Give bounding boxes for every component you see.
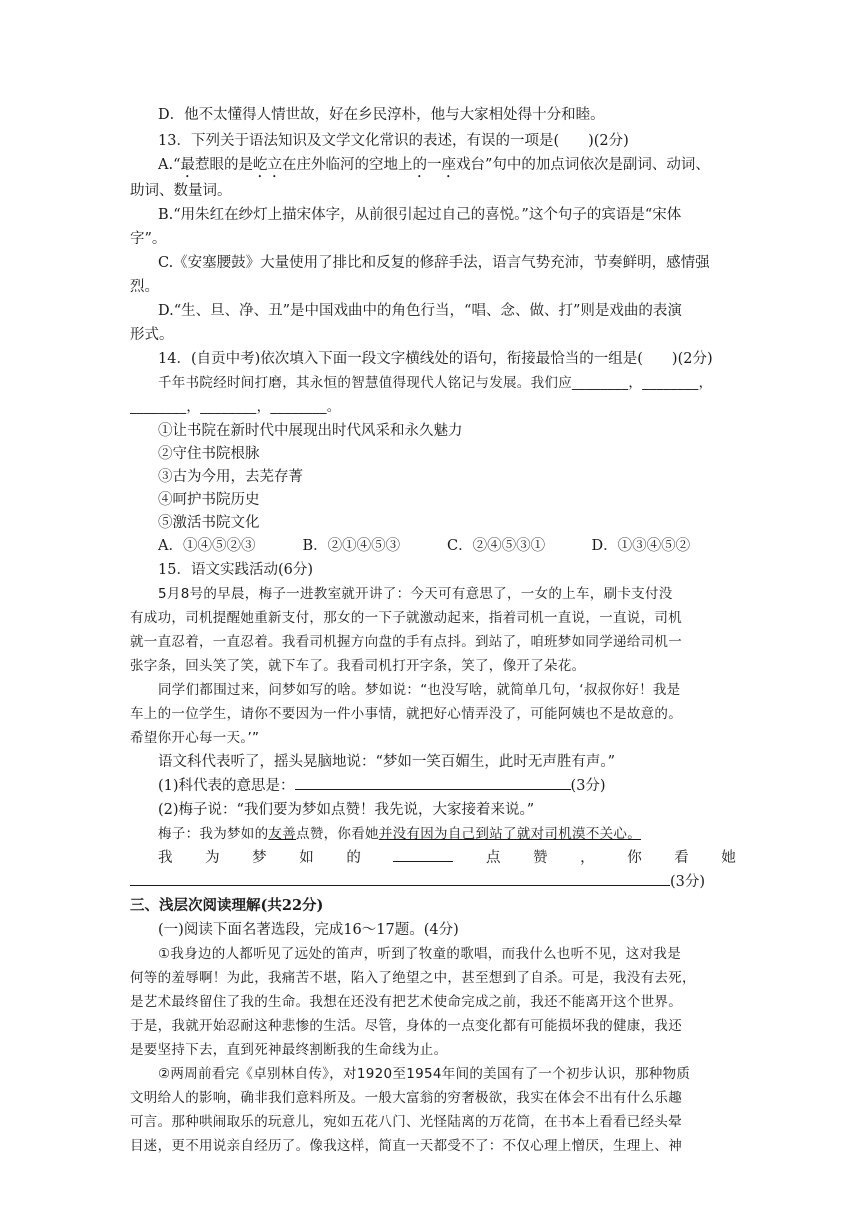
q15-story-line: 有成功，司机提醒她重新支付，那女的一下子就激动起来，指着司机一直说，一直说，司机 — [130, 610, 682, 626]
reading-line: ②两周前看完《卓别林自传》，对1920至1954年间的美国有了一个初步认识，那种物质 — [158, 1066, 691, 1082]
emphasized-word: 屹立 — [253, 157, 282, 173]
section-subheading: (一)阅读下面名著选段，完成16～17题。(4分) — [158, 922, 459, 938]
q14-stem: 14．(自贡中考)依次填入下面一段文字横线处的语句，衔接最恰当的一组是( )(2分) — [158, 351, 713, 367]
q15-story-line: 语文科代表听了，摇头晃脑地说：“梦如一笑百媚生，此时无声胜有声。” — [158, 754, 616, 770]
emphasized-word: 座 — [441, 157, 456, 173]
q15-story-line: 车上的一位学生，请你不要因为一件小事情，就把好心情弄没了，可能阿姨也不是故意的。 — [130, 706, 682, 722]
underlined-phrase: 并没有因为自己到站了就对司机漠不关心。 — [378, 826, 642, 842]
q15-stem: 15．语文实践活动(6分) — [158, 562, 313, 578]
q13-option-a: A.“最惹眼的是屹立在庄外临河的空地上的一座戏台”句中的加点词依次是副词、动词、 — [158, 157, 710, 173]
q14-passage-cont: ________，________，________。 — [130, 399, 341, 415]
q15-answer-line: 我 为 梦 如 的 点 赞 ， 你 看 她 — [158, 847, 736, 869]
reading-line: 于是，我就开始忍耐这种悲惨的生活。尽管，身体的一点变化都有可能损坏我的健康，我还 — [130, 1018, 682, 1034]
q13-option-d-cont: 形式。 — [130, 327, 174, 343]
q15-question-1: (1)科代表的意思是： (3分) — [158, 775, 736, 797]
answer-blank[interactable] — [130, 871, 670, 886]
reading-line: 文明给人的影响，确非我们意料所及。一般大富翁的穷奢极欲，我实在体会不出有什么乐趣 — [130, 1090, 682, 1106]
q15-story-line: 5月8号的早晨，梅子一进教室就开讲了：今天可有意思了，一女的上车，刷卡支付没 — [158, 586, 673, 602]
q14-option-a: A．①④⑤②③ — [158, 538, 256, 554]
q15-story-line: 张字条，回头笑了笑，就下车了。我看司机打开字条，笑了，像开了朵花。 — [130, 658, 586, 674]
emphasized-word: 最 — [180, 157, 195, 173]
emphasized-word: 的 — [412, 157, 427, 173]
reading-line: 可言。那种哄闹取乐的玩意儿，宛如五花八门、光怪陆离的万花筒，在书本上看看已经头晕 — [130, 1114, 682, 1130]
q13-option-b-cont: 字”。 — [130, 231, 167, 247]
q14-item-2: ②守住书院根脉 — [158, 446, 260, 462]
q14-item-3: ③古为今用，去芜存菁 — [158, 469, 303, 485]
q15-question-2: (2)梅子说：“我们要为梦如点赞！我先说，大家接着来说。” — [158, 802, 535, 818]
reading-line: 是艺术最终留住了我的生命。我想在还没有把艺术使命完成之前，我还不能离开这个世界。 — [130, 994, 682, 1010]
q15-answer-line-2: (3分) — [130, 871, 736, 893]
answer-blank[interactable] — [393, 847, 453, 862]
q13-stem: 13．下列关于语法知识及文学文化常识的表述，有误的一项是( )(2分) — [158, 133, 629, 149]
q13-option-c-cont: 烈。 — [130, 279, 159, 295]
q14-item-4: ④呵护书院历史 — [158, 492, 260, 508]
q13-option-d: D.“生、旦、净、丑”是中国戏曲中的角色行当，“唱、念、做、打”则是戏曲的表演 — [158, 303, 682, 319]
q14-options — [158, 535, 736, 557]
underlined-word: 友善 — [268, 826, 297, 842]
q14-option-c: C．②④⑤③① — [447, 538, 546, 554]
q12-option-d: D．他不太懂得人情世故，好在乡民淳朴，他与大家相处得十分和睦。 — [158, 107, 605, 123]
q15-story-line: 希望你开心每一天。’” — [130, 730, 260, 746]
q14-item-1: ①让书院在新时代中展现出时代风采和永久魅力 — [158, 423, 463, 439]
q13-option-a-cont: 助词、数量词。 — [130, 183, 232, 199]
q14-option-d: D．①③④⑤② — [591, 538, 691, 554]
section-heading: 三、浅层次阅读理解(共22分) — [130, 897, 324, 914]
q14-item-5: ⑤激活书院文化 — [158, 515, 260, 531]
reading-line: 目迷，更不用说亲自经历了。像我这样，简直一天都受不了：不仅心理上憎厌，生理上、神 — [130, 1138, 682, 1154]
reading-line: 何等的羞辱啊！为此，我痛苦不堪，陷入了绝望之中，甚至想到了自杀。可是，我没有去死， — [130, 970, 696, 986]
reading-line: 是要坚持下去，直到死神最终割断我的生命线为止。 — [130, 1042, 448, 1058]
q15-story-line: 就一直忍着，一直忍着。我看司机握方向盘的手有点抖。到站了，咱班梦如同学递给司机一 — [130, 634, 682, 650]
answer-blank[interactable] — [295, 775, 571, 790]
q13-option-c: C.《安塞腰鼓》大量使用了排比和反复的修辞手法，语言气势充沛，节奏鲜明，感情强 — [158, 255, 710, 271]
q13-option-b: B.“用朱红在纱灯上描宋体字，从前很引起过自己的喜悦。”这个句子的宾语是“宋体 — [158, 207, 682, 223]
q14-option-b: B．②①④⑤③ — [302, 538, 401, 554]
q14-passage: 千年书院经时间打磨，其永恒的智慧值得现代人铭记与发展。我们应________，________， — [158, 375, 713, 391]
reading-line: ①我身边的人都听见了远处的笛声，听到了牧童的歌唱，而我什么也听不见，这对我是 — [158, 946, 682, 962]
q15-example: 梅子：我为梦如的友善点赞，你看她并没有因为自己到站了就对司机漠不关心。 — [158, 826, 642, 842]
q15-story-line: 同学们都围过来，问梦如写的啥。梦如说：“也没写啥，就简单几句，‘叔叔你好！我是 — [158, 682, 681, 698]
